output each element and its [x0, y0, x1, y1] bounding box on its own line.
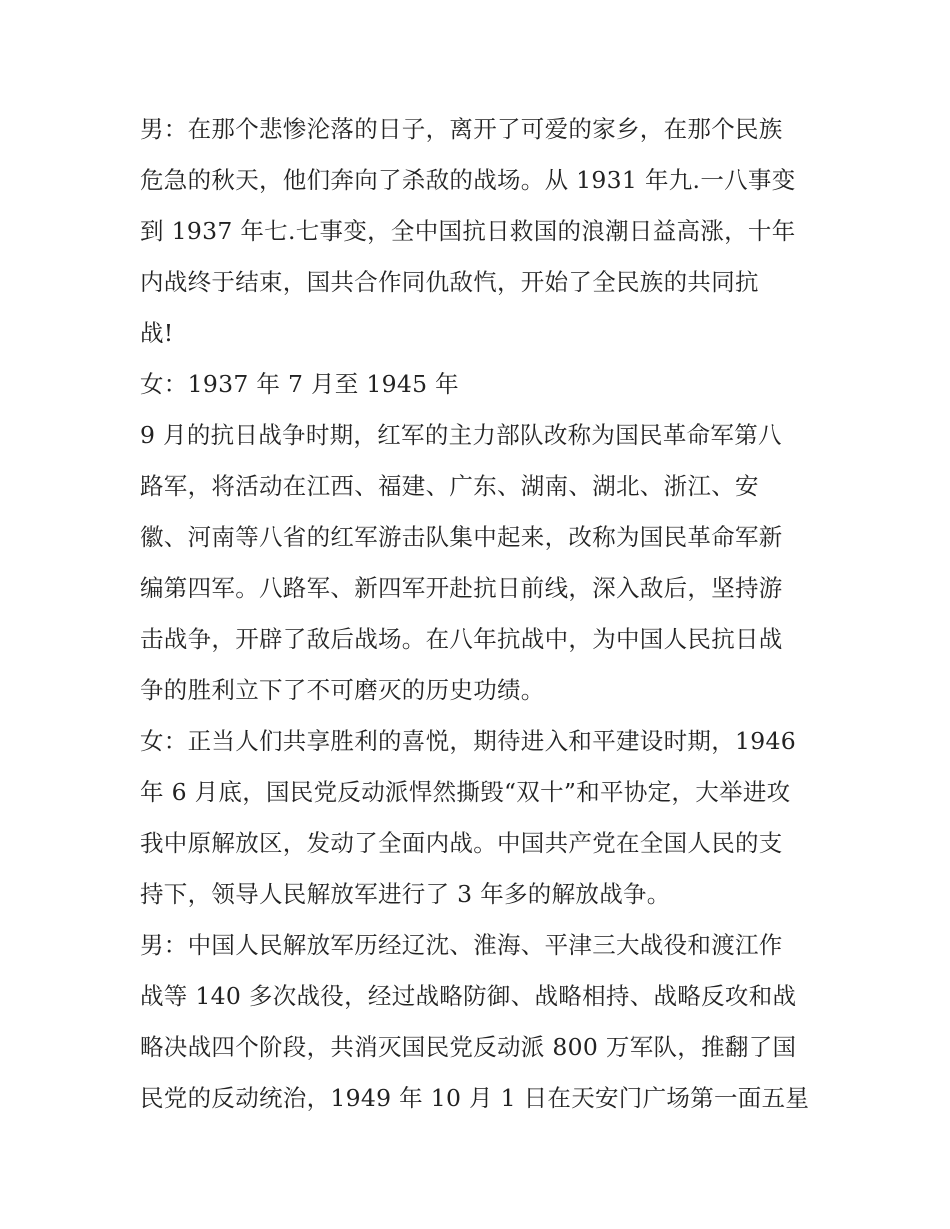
text-line: 女：正当人们共享胜利的喜悦，期待进入和平建设时期，1946: [140, 727, 797, 755]
text-line: 9 月的抗日战争时期，红军的主力部队改称为国民革命军第八: [140, 421, 782, 449]
text-line: 争的胜利立下了不可磨灭的历史功绩。: [140, 676, 545, 704]
body-text: [140, 104, 820, 1124]
text-line: 路军，将活动在江西、福建、广东、湖南、湖北、浙江、安: [140, 472, 759, 500]
text-line: 徽、河南等八省的红军游击队集中起来，改称为国民革命军新: [140, 523, 783, 551]
text-line: 持下，领导人民解放军进行了 3 年多的解放战争。: [140, 880, 671, 908]
text-line: 男：在那个悲惨沦落的日子，离开了可爱的家乡，在那个民族: [140, 115, 783, 143]
text-line: 到 1937 年七.七事变，全中国抗日救国的浪潮日益高涨，十年: [140, 217, 796, 245]
text-line: 战!: [140, 319, 174, 347]
text-line: 编第四军。八路军、新四军开赴抗日前线，深入敌后，坚持游: [140, 574, 783, 602]
text-line: 略决战四个阶段，共消灭国民党反动派 800 万军队，推翻了国: [140, 1033, 797, 1061]
text-line: 民党的反动统治，1949 年 10 月 1 日在天安门广场第一面五星: [140, 1084, 810, 1112]
text-line: 年 6 月底，国民党反动派悍然撕毁“双十”和平协定，大举进攻: [140, 778, 791, 806]
text-line: 女：1937 年 7 月至 1945 年: [140, 370, 459, 398]
text-line: 战等 140 多次战役，经过战略防御、战略相持、战略反攻和战: [140, 982, 797, 1010]
text-line: 我中原解放区，发动了全面内战。中国共产党在全国人民的支: [140, 829, 783, 857]
text-line: 危急的秋天，他们奔向了杀敌的战场。从 1931 年九.一八事变: [140, 166, 796, 194]
text-line: 击战争，开辟了敌后战场。在八年抗战中，为中国人民抗日战: [140, 625, 783, 653]
text-line: 男：中国人民解放军历经辽沈、淮海、平津三大战役和渡江作: [140, 931, 783, 959]
text-line: 内战终于结束，国共合作同仇敌忾，开始了全民族的共同抗: [140, 268, 759, 296]
